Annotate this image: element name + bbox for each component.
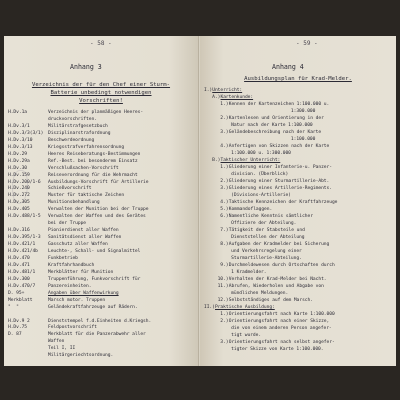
plan-item-text: (Divisions-Artillerie) [204,193,291,198]
plan-item-label: 2.) [204,179,229,184]
regulation-title: Verzeichnis der planmäßigen Heeres- [48,110,144,115]
plan-item-text: und Verkehrsregelung einer [204,249,302,254]
regulation-title: Schießvorschrift [48,186,92,192]
list-title-line: Batterie unbedingt notwendigen [50,90,152,96]
plan-item-label: 3.) [204,186,229,191]
regulation-code: H.Dv.3/13 [8,144,33,150]
regulation-code: H.Dv.316 [8,228,30,234]
regulation-title: Reiseverordnung für die Wehrmacht [48,172,138,178]
regulation-title: bei der Truppe [48,221,87,227]
plan-item-text: Verhalten der Krad-Melder bei Nacht. [228,277,327,282]
regulation-code: H.Dv.405 [8,207,30,213]
regulation-title: Feldpostvorschrift [48,325,97,331]
plan-item-text: Natur nach der Karte 1:100.000 [204,123,313,128]
plan-item-label: A.) [204,95,221,100]
regulation-title: Truppenführung, Funkvorschrift für [48,276,141,282]
regulation-code: D. 95+ [8,290,25,296]
plan-item-text: 1:100.000 u. 1:300.000 [204,151,291,156]
plan-item-label: 2.) [204,319,229,324]
regulation-code: H.Dv.481/1 [8,269,36,275]
plan-item-text: 1 Kradmelder. [204,270,267,275]
plan-item-label: 10.) [204,277,229,282]
plan-item-label: 5.) [204,207,229,212]
regulation-title: Verwalten der Waffen und des Gerätes [48,214,146,220]
regulation-code: H.Dv.75 [8,325,28,331]
annex-heading: Anhang 3 [70,63,102,71]
regulation-code: H.Dv.1a [8,110,28,115]
plan-item-text: Selbstständiges auf dem Marsch. [228,298,313,303]
regulation-code: H.Dv.470 [8,255,30,261]
open-book [4,36,396,366]
regulation-code: H.Dv.3/3(3/1) [8,130,44,136]
plan-item-label: 4.) [204,144,229,149]
annex-heading: Anhang 4 [272,63,304,71]
plan-item-text: Aufgaben der Kradmelder bei Sicherung [228,242,330,247]
plan-item-label: 1.) [204,102,229,107]
plan-item-text: tigter Skizze von Karte 1:100.000. [204,347,324,352]
plan-item-text: Taktischer Unterricht: [220,158,281,163]
regulation-title: Beschwerdeordnung [48,137,95,143]
page-number: - 59 - [296,40,318,47]
regulation-title: Muster für taktische Zeichen [48,193,125,199]
plan-item-label: 11.) [204,284,229,289]
plan-item-text: Kartenkunde: [220,95,254,100]
plan-item-label: 3.) [204,340,229,345]
plan-item-label: 7.) [204,228,229,233]
regulation-code: H.Dv.272 [8,193,30,199]
regulation-title: Sanitätsdienst aller Waffen [48,235,122,241]
plan-item-text: Gliederung einer Infanterie-u. Panzer- [228,165,332,170]
regulation-title: Disziplinarstrafordnung [48,130,111,136]
regulation-code: H.Dv.470/7 [8,283,36,289]
plan-item-text: Geländebeschreibung nach der Karte [228,130,322,135]
plan-item-label: 12.) [204,298,229,303]
regulation-code: H.Dv.421/1 [8,242,36,248]
plan-item-label: 8.) [204,242,229,247]
plan-item-text: tigt wurde. [204,333,262,338]
regulation-code: H.Dv.3/1 [8,123,30,129]
left-page [4,36,199,366]
regulation-code: H.Dv.9 2 [8,318,30,324]
right-page [200,36,396,366]
plan-item-label: 2.) [204,116,229,121]
list-title-line: Verzeichnis der für den Chef einer Sturm- [31,82,171,88]
regulation-title: druckvorschriften. [48,116,97,122]
regulation-title: Angaben über Waffenwirkung [48,290,119,296]
plan-item-text: Anfertigen von Skizzen nach der Karte [228,144,330,149]
regulation-code: H.Dv.488/1-5 [8,214,41,220]
plan-item-text: Abrufen, Wiederholen und Abgabe von [228,284,324,289]
plan-item-label: II.) [204,305,215,310]
plan-item-text: Namentliche Kenntnis sämtlicher [228,214,313,219]
regulation-title: Ref.-Best. bei besonderem Einsatz [48,158,138,164]
regulation-title: Verwalten der Munition bei der Truppe [48,207,149,213]
regulation-code: " " [8,304,19,310]
regulation-title: Waffen [48,339,65,345]
regulation-title: Panzereinheiten. [48,283,92,289]
plan-item-text: Orientierungsfahrt nach selbst angefer- [228,340,335,345]
plan-item-label: 1.) [204,312,229,317]
plan-item-label: I.) [204,88,213,93]
plan-item-text: Durchmeldewesen durch Ortschaften durch [228,263,335,268]
plan-item-text: Dienststellen der Abteilung [204,235,305,240]
plan-item-label: 1.) [204,165,229,170]
plan-item-text: division. (Überblick) [204,172,289,177]
regulation-title: Verschlußsachen-Vorschrift [48,165,119,171]
regulation-title: Merkblatt für die Panzerabwehr aller [48,332,146,338]
plan-item-label: 3.) [204,130,229,135]
regulation-code: D. 87 [8,332,22,338]
regulation-title: Munitionsbehandlung [48,200,100,206]
regulation-title: Teil I, II [48,346,76,352]
regulation-code: H.Dv.300 [8,276,30,282]
regulation-title: Militärgeriechtsordnung. [48,353,114,359]
plan-item-text: Offiziere der Abteilung. [204,221,297,226]
regulation-title: Heeres Reiseberatungs-Bestimmungen [48,151,141,157]
page-number: - 58 - [90,40,112,47]
regulation-title: Leuchte-, Schall- und Signalmittel [48,249,141,254]
list-title-line: Vorschriften! [79,98,123,104]
regulation-code: H.Dv.240 [8,186,30,192]
plan-item-text: mündlichen Meldungen. [204,291,289,296]
plan-item-text: Unterricht: [212,88,243,93]
plan-item-text: Sturmartillerie-Abteilung. [204,256,302,261]
regulation-code: H.Dv.30 [8,165,28,171]
regulation-code: H.Dv.3/10 [8,137,33,143]
regulation-title: Funkbetrieb [48,255,78,261]
regulation-code: H.Dv.305 [8,200,30,206]
plan-item-text: Kartenlesen und Orientierung in der [228,116,324,121]
regulation-code: H.Dv.159 [8,172,30,178]
plan-item-text: Kommandoflaggen. [228,207,273,212]
regulation-code: Merkblatt [8,297,33,303]
plan-item-label: 4.) [204,200,229,205]
plan-item-text: 1:100.000 [204,137,316,142]
plan-item-text: Gliederung einer Sturmartillerie-Abt. [228,179,330,184]
regulation-code: H.Dv.395/1-3 [8,235,41,241]
plan-item-text: Orientierungsfahrt nach einer Skizze, [228,319,330,324]
regulation-title: Militärstrafgesetzbuch [48,123,108,129]
plan-item-label: 9.) [204,263,229,268]
regulation-code: H.Dv.471 [8,262,30,268]
plan-item-text: Kennen der Kartenzeichen 1:100.000 u. [228,102,330,107]
regulation-title: Ausbildungs-Vorschrift für Artillerie [48,179,149,185]
plan-item-label: B.) [204,158,221,163]
plan-title: Ausbildungsplan für Krad-Melder. [244,76,352,82]
regulation-title: Kraftfahrhandbuch [48,262,95,268]
regulation-title: Merkblätter für Munition [48,269,114,275]
plan-item-text: Taktische Kennzeichen der Kraftfahrzeuge [228,200,338,205]
regulation-title: Kriegsstrafverfahrensordnung [48,144,125,150]
regulation-code: H.Dv.421/4b [8,249,38,254]
regulation-title: Geländekraftfahrzeuge auf Rädern. [48,304,138,310]
plan-item-text: Gliederung eines Artillerie-Regiments. [228,186,332,191]
plan-item-text: Orientierungsfahrt nach Karte 1:100.000 [228,312,335,317]
regulation-title: Marsch motor. Truppen [48,297,106,303]
regulation-title: Dienststempel f.d.Einheiten d.Kriegsh. [48,318,152,324]
regulation-code: H.Dv.29a [8,158,30,164]
regulation-code: H.Dv.29 [8,151,28,157]
regulation-title: Pionierdienst aller Waffen [48,228,119,234]
plan-item-text: Praktische Ausbildung: [215,305,275,310]
plan-item-label: 6.) [204,214,229,219]
plan-item-text: die von einem anderen Person angefer- [204,326,332,331]
regulation-code: H.Dv.200/1-6 [8,179,41,185]
regulation-title: Gasschutz aller Waffen [48,242,108,248]
plan-item-text: 1:300.000 [204,109,316,114]
plan-item-text: Tätigkeit der Stabsteile und [228,228,305,233]
